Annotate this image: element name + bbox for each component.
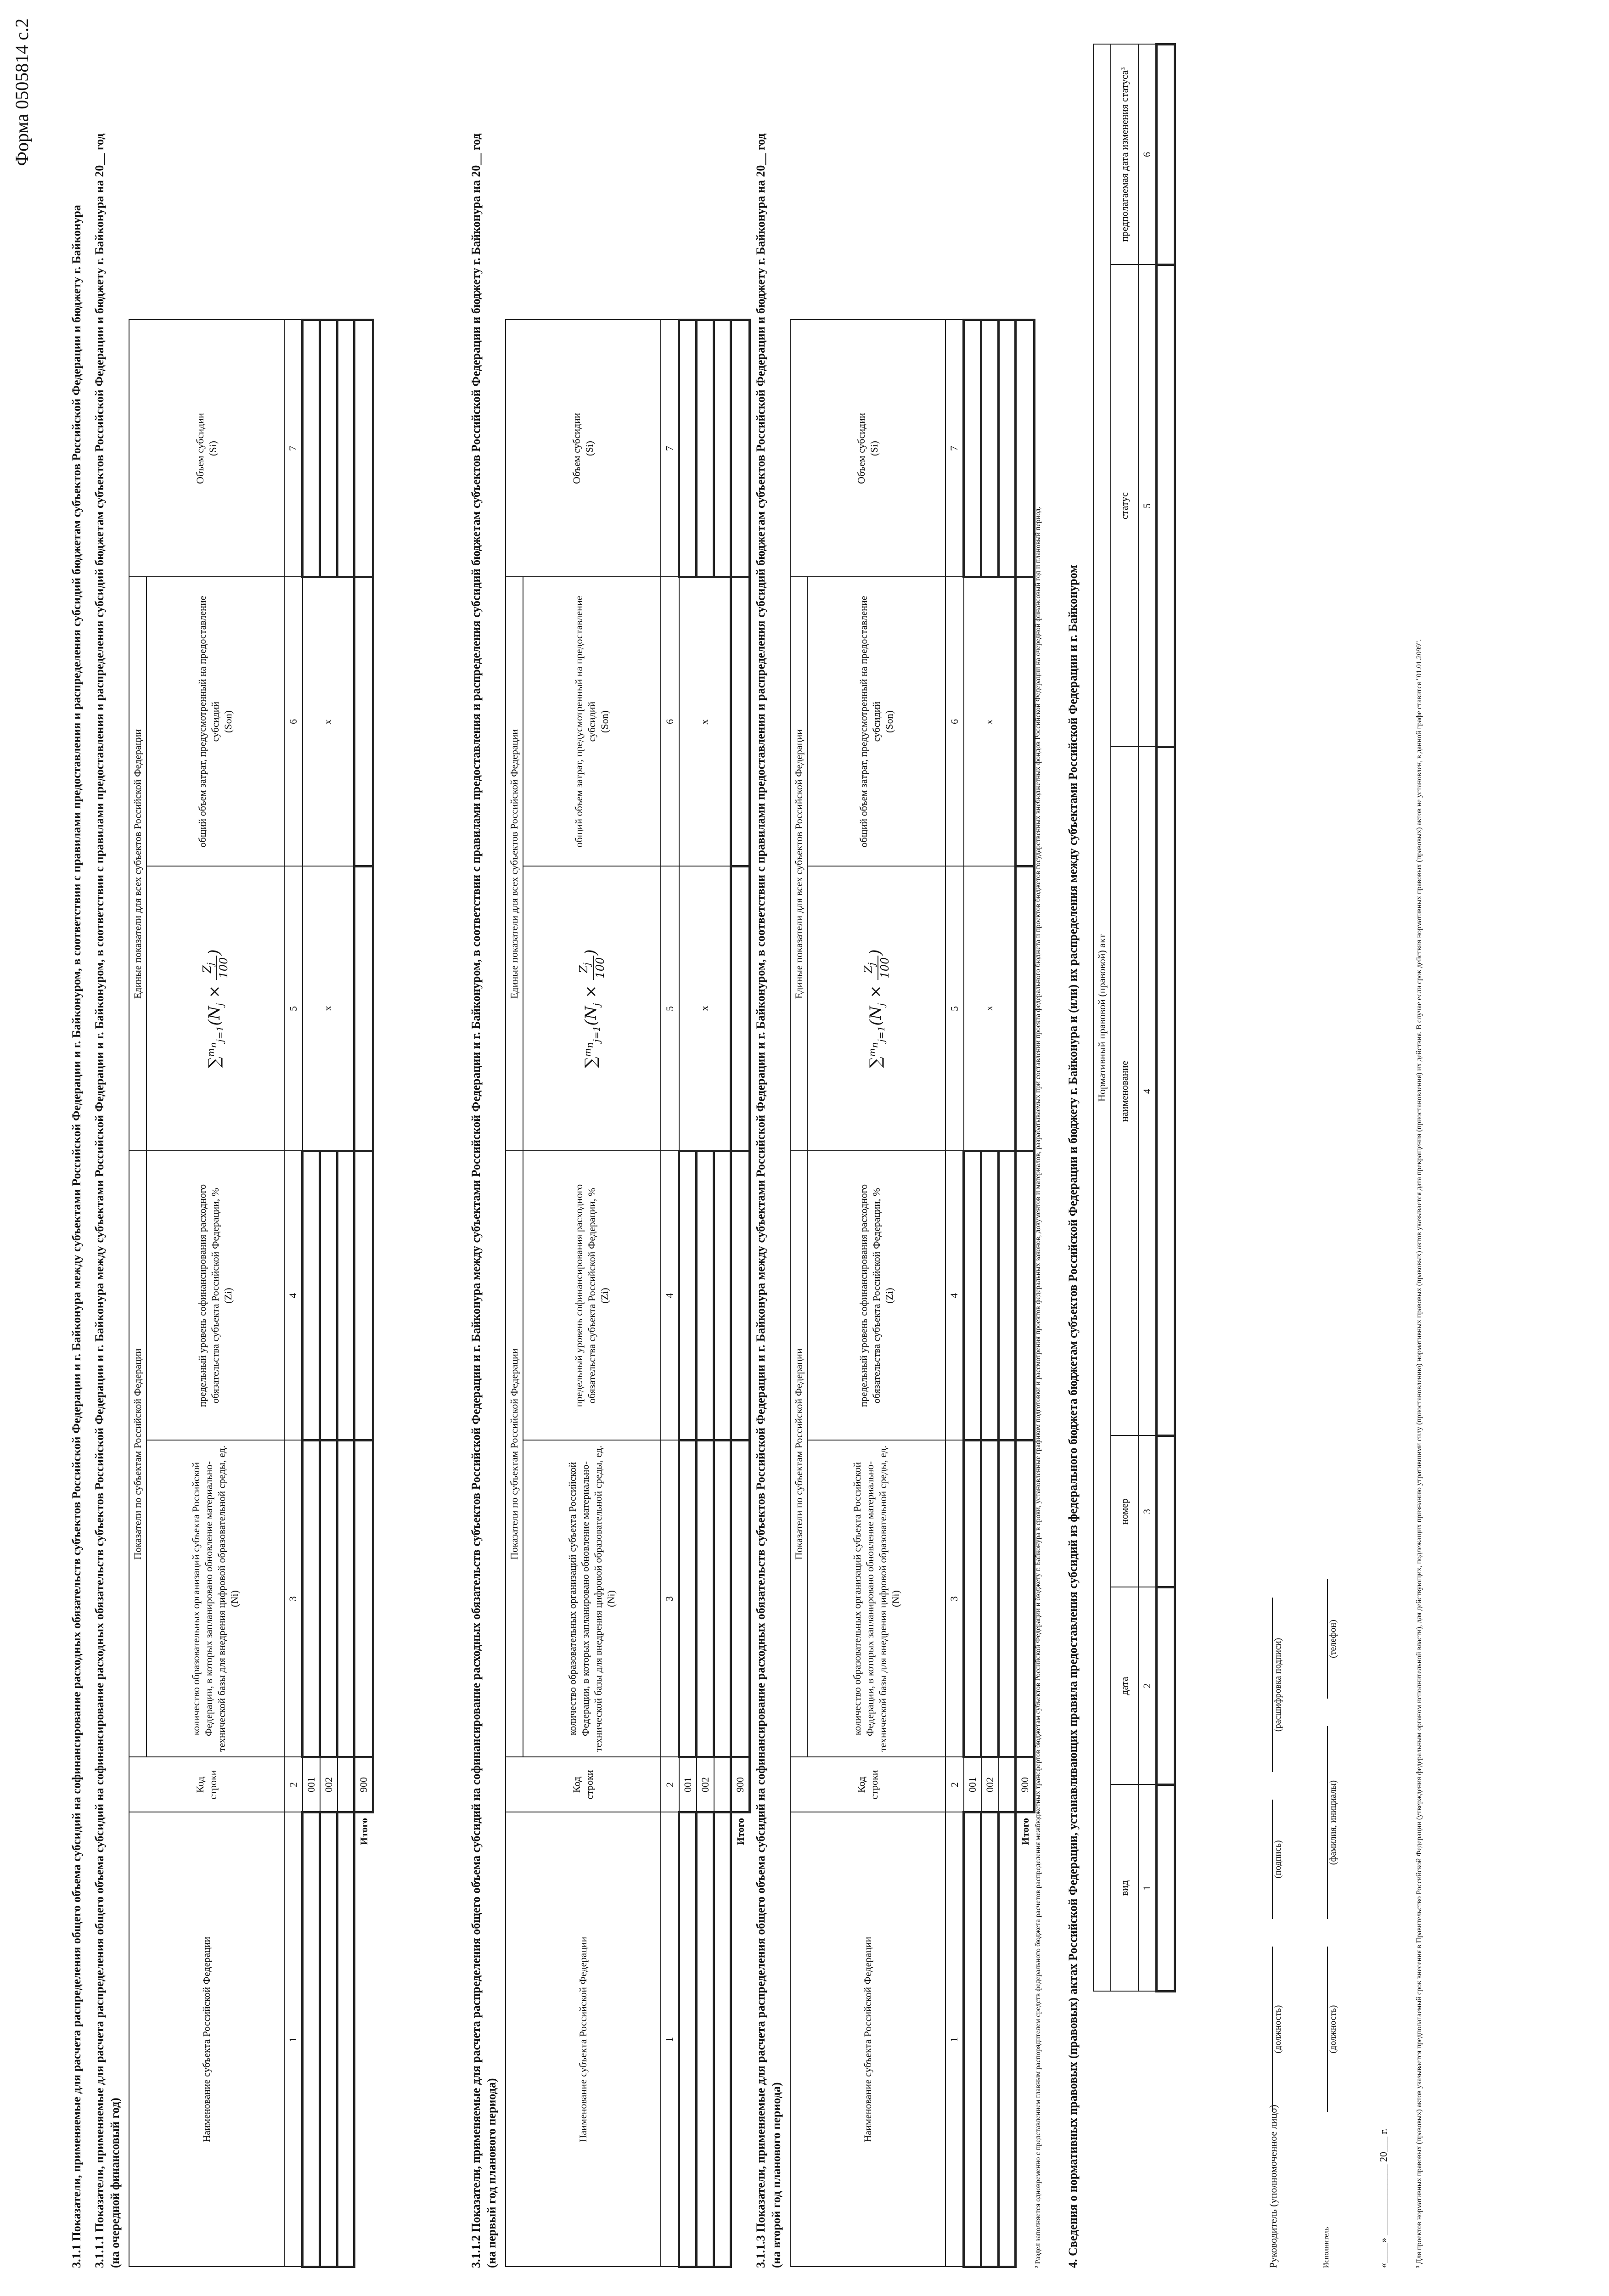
hdr-si: Объем субсидии (Si): [506, 320, 661, 577]
hdr-zi: предельный уровень софинансирования расходного обязательства субъекта Российской Федерации, % (Zi): [146, 1151, 284, 1441]
cell-ni[interactable]: [964, 1441, 981, 1757]
subsection-subtitle-1: (на очередной финансовый год): [108, 2098, 122, 2268]
hdr-si: Объем субсидии (Si): [129, 320, 284, 577]
hdr-ni: количество образовательных организаций субъекта Российской Федерации, в которых запланировано обновление материально-технической базы для внедрения цифровой образовательной среды, ед. (Ni): [146, 1441, 284, 1757]
cell-x: x: [303, 867, 354, 1151]
cell-si[interactable]: [999, 320, 1016, 577]
cell-ni[interactable]: [679, 1441, 697, 1757]
indicators-table-2: [505, 319, 751, 2268]
hdr-si: Объем субсидии (Si): [790, 320, 945, 577]
cell-zi[interactable]: [999, 1151, 1016, 1441]
cell-si[interactable]: [303, 320, 320, 577]
hdr-number: номер: [1111, 1436, 1138, 1587]
cell-subject[interactable]: [679, 1812, 697, 2267]
col-num: 4: [945, 1151, 964, 1441]
indicators-table-1: [129, 319, 374, 2268]
total-si[interactable]: [354, 320, 373, 577]
hdr-son: общий объем затрат, предусмотренный на предоставление субсидий (Son): [523, 577, 661, 867]
total-label: Итого: [735, 1818, 747, 1846]
hdr-zi: предельный уровень софинансирования расходного обязательства субъекта Российской Федерации, % (Zi): [523, 1151, 661, 1441]
cell-zi[interactable]: [981, 1151, 999, 1441]
col-num: 2: [1138, 1587, 1157, 1785]
cell-row-code: [999, 1757, 1016, 1812]
col-num: 3: [945, 1441, 964, 1757]
hdr-ni: количество образовательных организаций субъекта Российской Федерации, в которых запланировано обновление материально-технической базы для внедрения цифровой образовательной среды, ед. (Ni): [808, 1441, 945, 1757]
hdr-group-common: Единые показатели для всех субъектов Российской Федерации: [129, 577, 146, 1151]
cell-zi[interactable]: [964, 1151, 981, 1441]
total-zi[interactable]: [731, 1151, 750, 1441]
total-ni[interactable]: [731, 1441, 750, 1757]
cell-subject[interactable]: [714, 1812, 731, 2267]
col-num: 1: [661, 1812, 679, 2267]
col-num: 6: [661, 577, 679, 867]
cell-x: x: [964, 577, 1016, 867]
col-num: 7: [284, 320, 303, 577]
exec-signature-fields: [1327, 1469, 1339, 2112]
col-num: 1: [1138, 1785, 1157, 1992]
cell-row-code: [338, 1757, 354, 1812]
cell-ni[interactable]: [320, 1441, 338, 1757]
total-sum[interactable]: [731, 867, 750, 1151]
hdr-group-subject-indicators: Показатели по субъектам Российской Федерации: [790, 1151, 808, 1757]
col-num: 4: [284, 1151, 303, 1441]
cell-ni[interactable]: [697, 1441, 714, 1757]
hdr-normative-act: Нормативный правовой (правовой) акт: [1093, 44, 1111, 1991]
cell-si[interactable]: [697, 320, 714, 577]
subsection-title-1: 3.1.1.1 Показатели, применяемые для расчета распределения общего объема субсидий на софинансирование расходных обязательств субъектов Российской Федерации и г. Байконура между субъектами Российской Федерации и г. Байконуром, в соответствии с правилами предоставления и распределения субсидий бюджетам субъектов Российской Федерации и бюджету г. Байконура на 20__ год: [93, 133, 106, 2268]
hdr-row-code: Код строки: [129, 1757, 284, 1812]
total-sum[interactable]: [1016, 867, 1035, 1151]
total-ni[interactable]: [354, 1441, 373, 1757]
date-line[interactable]: «____» ______________ 20___ г.: [1378, 2128, 1389, 2268]
cell-zi[interactable]: [714, 1151, 731, 1441]
hdr-name: наименование: [1111, 747, 1138, 1436]
exec-position-label: (должность): [1328, 2005, 1338, 2054]
col-num: 1: [284, 1812, 303, 2267]
cell-zi[interactable]: [320, 1151, 338, 1441]
cell-x: x: [679, 577, 731, 867]
head-signature-fields: [1272, 1469, 1283, 2112]
cell-ni[interactable]: [714, 1441, 731, 1757]
total-sum[interactable]: [354, 867, 373, 1151]
total-zi[interactable]: [1016, 1151, 1035, 1441]
cell-act-name[interactable]: [1157, 747, 1175, 1436]
total-label: Итого: [358, 1818, 370, 1846]
footnote-3: ³ Для проектов нормативных правовых (правовых) актов указывается предполагаемый срок внесения в Правительство Российской Федерации (утверждения федеральным органом исполнительной власти), для действующих, подлежащих признанию утратившими силу (приостановлению) нормативных правовых (правовых) актов указывается дата прекращения (приостановления) их действия. В случае если срок действия нормативных правовых (правовых) актов не установлен, в данной графе ставится "01.01.2099".: [1415, 639, 1423, 2268]
hdr-row-code: Код строки: [790, 1757, 945, 1812]
cell-subject[interactable]: [981, 1812, 999, 2267]
total-son[interactable]: [354, 577, 373, 867]
col-num: 2: [945, 1757, 964, 1812]
section-3-1-1-title: 3.1.1 Показатели, применяемые для расчета распределения общего объема субсидий на софинансирование расходных обязательств субъектов Российской Федерации и г. Байконура между субъектами Российской Федерации и г. Байконуром, в соответствии с правилами предоставления и распределения субсидий бюджетам субъектов Российской Федерации и бюджету г. Байконура: [70, 205, 83, 2268]
col-num: 1: [945, 1812, 964, 2267]
cell-subject[interactable]: [303, 1812, 320, 2267]
hdr-status: статус: [1111, 265, 1138, 747]
cell-act-kind[interactable]: [1157, 1785, 1175, 1992]
col-num: 5: [945, 867, 964, 1151]
col-num: 4: [661, 1151, 679, 1441]
col-num: 5: [284, 867, 303, 1151]
cell-si[interactable]: [964, 320, 981, 577]
cell-zi[interactable]: [679, 1151, 697, 1441]
hdr-zi: предельный уровень софинансирования расходного обязательства субъекта Российской Федерации, % (Zi): [808, 1151, 945, 1441]
exec-phone-label: (телефон): [1328, 1620, 1338, 1658]
col-num: 3: [661, 1441, 679, 1757]
cell-x: x: [303, 577, 354, 867]
head-label: Руководитель (уполномоченное лицо): [1267, 2105, 1279, 2268]
cell-ni[interactable]: [999, 1441, 1016, 1757]
hdr-date: дата: [1111, 1587, 1138, 1785]
cell-subject[interactable]: [999, 1812, 1016, 2267]
subsection-subtitle-3: (на второй год планового периода): [770, 2082, 783, 2268]
footnote-2: ² Раздел заполняется одновременно с представлением главным распорядителем средств федерального бюджета расчетов распределения межбюджетных трансфертов бюджетам субъектов Российской Федерации и бюджету г. Байконура в сроки, установленные графиком подготовки и рассмотрения проектов федеральных законов, документов и материалов, разрабатываемых при составлении проекта федерального бюджета и проектов бюджетов государственных внебюджетных фондов Российской Федерации на очередной финансовый год и плановый период.: [1034, 506, 1042, 2268]
hdr-sum-formula: $\sum^{m_n}_{j=1}(N_j$ × $Z_j$ 100 ): [523, 867, 661, 1151]
col-num: 3: [1138, 1436, 1157, 1587]
col-num: 6: [1138, 44, 1157, 264]
hdr-subject-name: Наименование субъекта Российской Федерации: [506, 1812, 661, 2267]
col-num: 7: [661, 320, 679, 577]
hdr-subject-name: Наименование субъекта Российской Федерации: [129, 1812, 284, 2267]
cell-si[interactable]: [338, 320, 354, 577]
cell-row-code: [714, 1757, 731, 1812]
col-num: 2: [284, 1757, 303, 1812]
cell-subject[interactable]: [964, 1812, 981, 2267]
col-num: 4: [1138, 747, 1157, 1436]
cell-subject[interactable]: [338, 1812, 354, 2267]
cell-si[interactable]: [981, 320, 999, 577]
col-num: 5: [661, 867, 679, 1151]
cell-row-code: 002: [697, 1757, 714, 1812]
cell-subject[interactable]: [697, 1812, 714, 2267]
col-num: 2: [661, 1757, 679, 1812]
cell-subject[interactable]: [320, 1812, 338, 2267]
cell-si[interactable]: [320, 320, 338, 577]
hdr-kind: вид: [1111, 1785, 1138, 1992]
cell-row-code: 001: [679, 1757, 697, 1812]
cell-ni[interactable]: [303, 1441, 320, 1757]
hdr-group-subject-indicators: Показатели по субъектам Российской Федерации: [129, 1151, 146, 1757]
col-num: 6: [945, 577, 964, 867]
col-num: 5: [1138, 265, 1157, 747]
cell-act-status-date[interactable]: [1157, 44, 1175, 264]
cell-act-date[interactable]: [1157, 1587, 1175, 1785]
subsection-subtitle-2: (на первый год планового периода): [485, 2078, 498, 2268]
total-code: 900: [1016, 1757, 1035, 1812]
hdr-subject-name: Наименование субъекта Российской Федерации: [790, 1812, 945, 2267]
hdr-son: общий объем затрат, предусмотренный на предоставление субсидий (Son): [146, 577, 284, 867]
cell-x: x: [679, 867, 731, 1151]
cell-act-number[interactable]: [1157, 1436, 1175, 1587]
cell-row-code: 001: [303, 1757, 320, 1812]
total-son[interactable]: [1016, 577, 1035, 867]
col-num: 7: [945, 320, 964, 577]
hdr-group-common: Единые показатели для всех субъектов Российской Федерации: [790, 577, 808, 1151]
cell-ni[interactable]: [338, 1441, 354, 1757]
hdr-son: общий объем затрат, предусмотренный на предоставление субсидий (Son): [808, 577, 945, 867]
cell-row-code: 001: [964, 1757, 981, 1812]
normative-acts-table: [1093, 43, 1176, 1992]
total-code: 900: [354, 1757, 373, 1812]
cell-ni[interactable]: [981, 1441, 999, 1757]
head-signature-label: (подпись): [1273, 1840, 1283, 1879]
cell-act-status[interactable]: [1157, 265, 1175, 747]
cell-zi[interactable]: [338, 1151, 354, 1441]
total-si[interactable]: [1016, 320, 1035, 577]
total-code: 900: [731, 1757, 750, 1812]
form-code: Форма 0505814 с.2: [11, 18, 32, 166]
total-zi[interactable]: [354, 1151, 373, 1441]
subsection-title-2: 3.1.1.2 Показатели, применяемые для расчета распределения общего объема субсидий на софинансирование расходных обязательств субъектов Российской Федерации и г. Байконура между субъектами Российской Федерации и г. Байконуром, в соответствии с правилами предоставления и распределения субсидий бюджетам субъектов Российской Федерации и бюджету г. Байконура на 20__ год: [469, 133, 483, 2268]
hdr-row-code: Код строки: [506, 1757, 661, 1812]
total-ni[interactable]: [1016, 1441, 1035, 1757]
cell-zi[interactable]: [697, 1151, 714, 1441]
cell-zi[interactable]: [303, 1151, 320, 1441]
hdr-status-change-date: предполагаемая дата изменения статуса³: [1111, 44, 1138, 264]
head-position-label: (должность): [1273, 2005, 1283, 2054]
cell-row-code: 002: [981, 1757, 999, 1812]
hdr-sum-formula: $\sum^{m_n}_{j=1}(N_j$ × $Z_j$ 100 ): [146, 867, 284, 1151]
cell-row-code: 002: [320, 1757, 338, 1812]
exec-label: Исполнитель: [1322, 2227, 1330, 2268]
col-num: 3: [284, 1441, 303, 1757]
hdr-ni: количество образовательных организаций субъекта Российской Федерации, в которых запланировано обновление материально-технической базы для внедрения цифровой образовательной среды, ед. (Ni): [523, 1441, 661, 1757]
hdr-group-common: Единые показатели для всех субъектов Российской Федерации: [506, 577, 523, 1151]
hdr-sum-formula: $\sum^{m_n}_{j=1}(N_j$ × $Z_j$ 100 ): [808, 867, 945, 1151]
indicators-table-3: [790, 319, 1035, 2268]
exec-name-label: (фамилия, инициалы): [1328, 1780, 1338, 1865]
subsection-title-3: 3.1.1.3 Показатели, применяемые для расчета распределения общего объема субсидий на софинансирование расходных обязательств субъектов Российской Федерации и г. Байконура между субъектами Российской Федерации и г. Байконуром, в соответствии с правилами предоставления и распределения субсидий бюджетам субъектов Российской Федерации и бюджету г. Байконура на 20__ год: [754, 133, 767, 2268]
cell-si[interactable]: [714, 320, 731, 577]
total-son[interactable]: [731, 577, 750, 867]
head-decode-label: (расшифровка подписи): [1273, 1638, 1283, 1732]
cell-x: x: [964, 867, 1016, 1151]
total-si[interactable]: [731, 320, 750, 577]
section-4-title: 4. Сведения о нормативных правовых (правовых) актах Российской Федерации, устанавливающих правила предоставления субсидий из федерального бюджета бюджетам субъектов Российской Федерации и бюджету г. Байконура и (или) их распределения между субъектами Российской Федерации и г. Байконуром: [1066, 565, 1080, 2268]
total-label: Итого: [1019, 1818, 1031, 1846]
hdr-group-subject-indicators: Показатели по субъектам Российской Федерации: [506, 1151, 523, 1757]
cell-si[interactable]: [679, 320, 697, 577]
col-num: 6: [284, 577, 303, 867]
